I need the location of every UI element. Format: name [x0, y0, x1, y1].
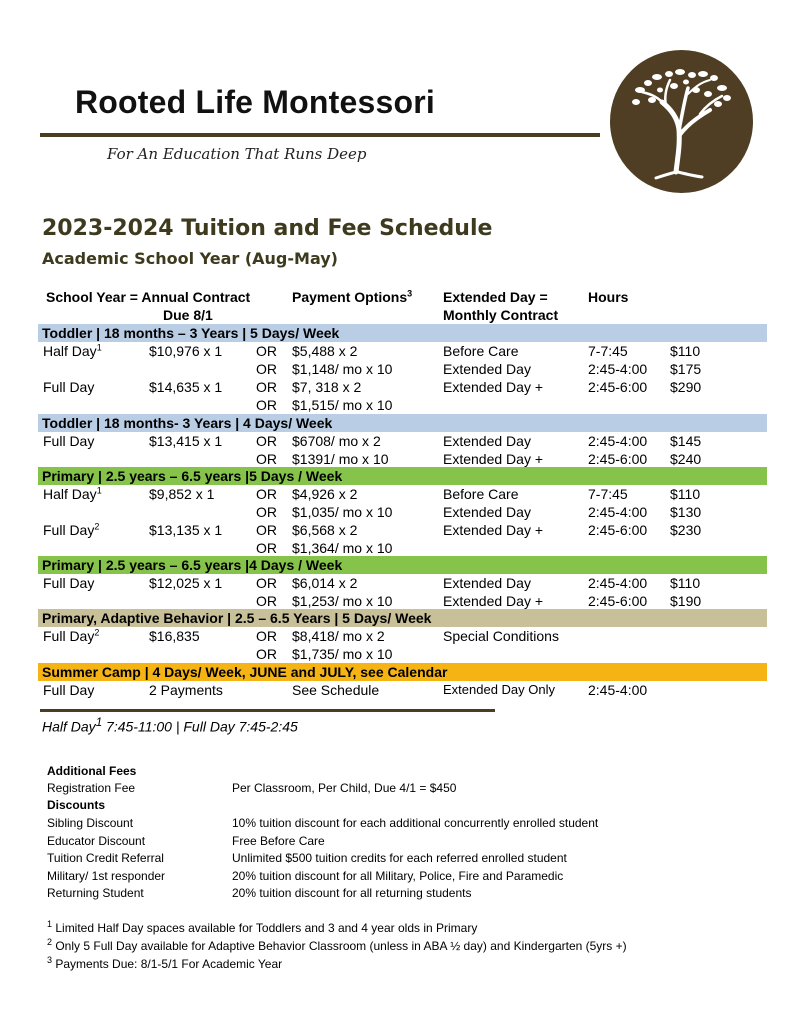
tree-logo-icon [610, 50, 753, 193]
band-adaptive-behavior: Primary, Adaptive Behavior | 2.5 – 6.5 Years | 5 Days/ Week [38, 609, 767, 627]
annual-cell: $13,415 x 1 [149, 433, 223, 449]
hours-cell: 2:45-4:00 [588, 575, 648, 591]
hours-cell: 2:45-4:00 [588, 504, 648, 520]
discount-label: Returning Student [47, 886, 144, 901]
footnote: $^1$ Limited Half Day spaces available for Toddlers and 3 and 4 year olds in Primary [47, 919, 478, 935]
program-cell: Half Day$^1$ [43, 485, 102, 502]
price-cell: $230 [670, 522, 702, 538]
price-cell: $190 [670, 593, 702, 609]
extended-day-cell: Extended Day Only [443, 682, 556, 697]
program-cell: Full Day [43, 682, 95, 698]
hours-cell: 2:45-6:00 [588, 451, 648, 467]
discount-row [0, 815, 791, 832]
program-cell: Full Day [43, 379, 95, 395]
price-cell: $130 [670, 504, 702, 520]
col-header-extended-day: Extended Day = Monthly Contract [443, 289, 559, 323]
price-cell: $175 [670, 361, 702, 377]
extended-day-cell: Extended Day [443, 504, 531, 520]
payment-cell: $6708/ mo x 2 [292, 433, 381, 449]
discount-row [0, 850, 791, 867]
discounts-heading: Discounts [47, 798, 106, 812]
discount-label: Tuition Credit Referral [47, 851, 164, 866]
price-cell: $290 [670, 379, 702, 395]
payment-cell: $1,364/ mo x 10 [292, 540, 393, 556]
discount-label: Military/ 1st responder [47, 868, 166, 883]
or-cell: OR [256, 433, 277, 449]
fee-label: Registration Fee [47, 781, 136, 795]
or-cell: OR [256, 361, 277, 377]
table-row [0, 432, 791, 450]
discount-label: Sibling Discount [47, 816, 134, 830]
or-cell: OR [256, 486, 277, 502]
table-row [0, 539, 791, 557]
hours-cell: 2:45-4:00 [588, 361, 648, 377]
discount-value: 20% tuition discount for all Military, Police, Fire and Paramedic [232, 868, 564, 883]
table-row [0, 396, 791, 414]
annual-cell: $12,025 x 1 [149, 575, 223, 591]
payment-cell: $1,515/ mo x 10 [292, 397, 393, 413]
payment-cell: $1,735/ mo x 10 [292, 646, 393, 662]
discount-value: Free Before Care [232, 833, 325, 848]
discount-value: 20% tuition discount for all returning students [232, 886, 472, 901]
payment-cell: $8,418/ mo x 2 [292, 628, 385, 644]
payment-cell: $1,253/ mo x 10 [292, 593, 393, 609]
hours-cell: 2:45-6:00 [588, 379, 648, 395]
table-row [0, 378, 791, 396]
payment-cell: $1,148/ mo x 10 [292, 361, 393, 377]
payment-cell: $1391/ mo x 10 [292, 451, 389, 467]
program-cell: Half Day$^1$ [43, 342, 102, 359]
hours-cell: 7-7:45 [588, 343, 628, 359]
extended-day-cell: Extended Day + [443, 379, 544, 395]
extended-day-cell: Extended Day + [443, 522, 544, 538]
col-header-payment-options: Payment Options$^3$ [292, 288, 413, 305]
discount-row [0, 885, 791, 902]
or-cell: OR [256, 593, 277, 609]
table-row [0, 503, 791, 521]
payment-cell: $5,488 x 2 [292, 343, 358, 359]
extended-day-cell: Special Conditions [443, 628, 559, 644]
payment-cell: $7, 318 x 2 [292, 379, 362, 395]
discount-label: Educator Discount [47, 833, 146, 848]
page-title: Rooted Life Montessori [75, 84, 435, 120]
program-cell: Full Day$^2$ [43, 627, 100, 644]
annual-cell: $13,135 x 1 [149, 522, 223, 538]
discount-value: Unlimited $500 tuition credits for each referred enrolled student [232, 851, 567, 866]
payment-cell: See Schedule [292, 682, 380, 698]
extended-day-cell: Extended Day + [443, 593, 544, 609]
program-cell: Full Day$^2$ [43, 521, 100, 538]
footnote: $^3$ Payments Due: 8/1-5/1 For Academic Year [47, 955, 283, 971]
fee-value: Per Classroom, Per Child, Due 4/1 = $450 [232, 781, 457, 795]
annual-cell: $9,852 x 1 [149, 486, 215, 502]
or-cell: OR [256, 522, 277, 538]
price-cell: $110 [670, 343, 701, 359]
program-cell: Full Day [43, 433, 95, 449]
price-cell: $110 [670, 575, 701, 591]
table-row [0, 681, 791, 699]
hours-cell: 2:45-4:00 [588, 433, 648, 449]
price-cell: $240 [670, 451, 702, 467]
or-cell: OR [256, 575, 277, 591]
or-cell: OR [256, 540, 277, 556]
extended-day-cell: Extended Day + [443, 451, 544, 467]
extended-day-cell: Before Care [443, 343, 519, 359]
band-summer-camp: Summer Camp | 4 Days/ Week, JUNE and JULY, see Calendar [38, 663, 767, 681]
additional-fees-heading: Additional Fees [47, 764, 137, 778]
or-cell: OR [256, 628, 277, 644]
col-header-hours: Hours [588, 289, 629, 305]
table-row [0, 450, 791, 468]
payment-cell: $6,014 x 2 [292, 575, 358, 591]
table-row [0, 592, 791, 610]
title-divider [40, 133, 600, 137]
hours-cell: 2:45-4:00 [588, 682, 648, 698]
table-row [0, 645, 791, 663]
table-row [0, 574, 791, 592]
extended-day-cell: Extended Day [443, 433, 531, 449]
payment-cell: $6,568 x 2 [292, 522, 358, 538]
tagline: For An Education That Runs Deep [107, 145, 367, 163]
fee-row [0, 780, 791, 797]
academic-year-heading: Academic School Year (Aug-May) [42, 249, 338, 268]
schedule-heading: 2023-2024 Tuition and Fee Schedule [42, 216, 493, 241]
col-header-school-year: School Year = Annual Contract Due 8/1 [46, 289, 251, 323]
table-row [0, 360, 791, 378]
discount-value: 10% tuition discount for each additional concurrently enrolled student [232, 816, 599, 830]
discount-row [0, 868, 791, 885]
hours-cell: 7-7:45 [588, 486, 628, 502]
hours-cell: 2:45-6:00 [588, 522, 648, 538]
or-cell: OR [256, 343, 277, 359]
footnote: $^2$ Only 5 Full Day available for Adaptive Behavior Classroom (unless in ABA ½ day) and Kindergarten (5yrs +) [47, 937, 627, 953]
extended-day-cell: Before Care [443, 486, 519, 502]
table-row [0, 521, 791, 539]
or-cell: OR [256, 379, 277, 395]
or-cell: OR [256, 451, 277, 467]
price-cell: $145 [670, 433, 702, 449]
or-cell: OR [256, 646, 277, 662]
program-cell: Full Day [43, 575, 95, 591]
price-cell: $110 [670, 486, 701, 502]
band-toddler-4-days: Toddler | 18 months- 3 Years | 4 Days/ Week [38, 414, 767, 432]
hours-note: Half Day$^1$ 7:45-11:00 | Full Day 7:45-2:45 [42, 716, 298, 735]
or-cell: OR [256, 504, 277, 520]
extended-day-cell: Extended Day [443, 361, 531, 377]
annual-cell: $14,635 x 1 [149, 379, 223, 395]
payment-cell: $1,035/ mo x 10 [292, 504, 393, 520]
table-row [0, 485, 791, 503]
or-cell: OR [256, 397, 277, 413]
annual-cell: $16,835 [149, 628, 200, 644]
band-toddler-5-days: Toddler | 18 months – 3 Years | 5 Days/ Week [38, 324, 767, 342]
annual-cell: $10,976 x 1 [149, 343, 223, 359]
annual-cell: 2 Payments [149, 682, 223, 698]
band-primary-5-days: Primary | 2.5 years – 6.5 years |5 Days / Week [38, 467, 767, 485]
table-divider [40, 709, 495, 712]
band-primary-4-days: Primary | 2.5 years – 6.5 years |4 Days / Week [38, 556, 767, 574]
discount-row [0, 833, 791, 850]
table-row [0, 342, 791, 360]
extended-day-cell: Extended Day [443, 575, 531, 591]
payment-cell: $4,926 x 2 [292, 486, 358, 502]
table-row [0, 627, 791, 645]
hours-cell: 2:45-6:00 [588, 593, 648, 609]
